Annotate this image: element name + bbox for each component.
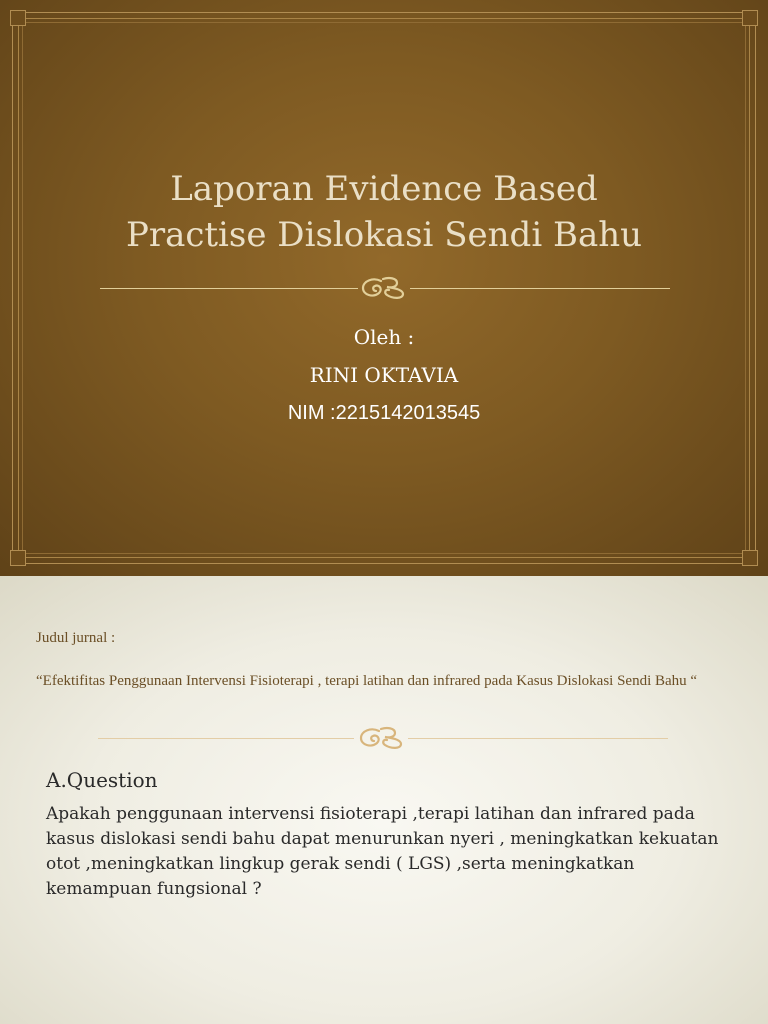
slide-title-line-2: Practise Dislokasi Sendi Bahu <box>125 215 643 255</box>
section-divider-right <box>408 738 668 739</box>
frame-corner-bottom-left <box>10 550 26 566</box>
flourish-icon <box>359 275 409 301</box>
flourish-icon <box>357 725 407 751</box>
title-divider-right <box>410 288 670 289</box>
section-heading: A.Question <box>46 768 158 792</box>
question-text: Apakah penggunaan intervensi fisioterapi ,terapi latihan dan infrared pada kasus dislokasi sendi bahu dapat menurunkan nyeri , meningkatkan kekuatan otot ,meningkatkan lingkup gerak sendi ( LGS) ,serta meningkatkan kemampuan fungsional ? <box>46 804 719 899</box>
question-slide <box>0 576 768 1024</box>
frame-corner-top-left <box>10 10 26 26</box>
subtitle-block <box>100 318 668 432</box>
frame-corner-bottom-right <box>742 550 758 566</box>
title-divider-left <box>100 288 358 289</box>
by-label: Oleh : <box>353 325 415 349</box>
journal-label: Judul jurnal : <box>36 630 116 646</box>
journal-title: “Efektifitas Penggunaan Intervensi Fisioterapi , terapi latihan dan infrared pada Kasus Dislokasi Sendi Bahu “ <box>36 673 698 689</box>
frame-corner-top-right <box>742 10 758 26</box>
author-name: RINI OKTAVIA <box>309 363 459 387</box>
slide-title-line-1: Laporan Evidence Based <box>170 169 598 209</box>
student-id: NIM :2215142013545 <box>287 402 481 424</box>
section-divider-left <box>98 738 354 739</box>
slide-title <box>60 166 708 258</box>
